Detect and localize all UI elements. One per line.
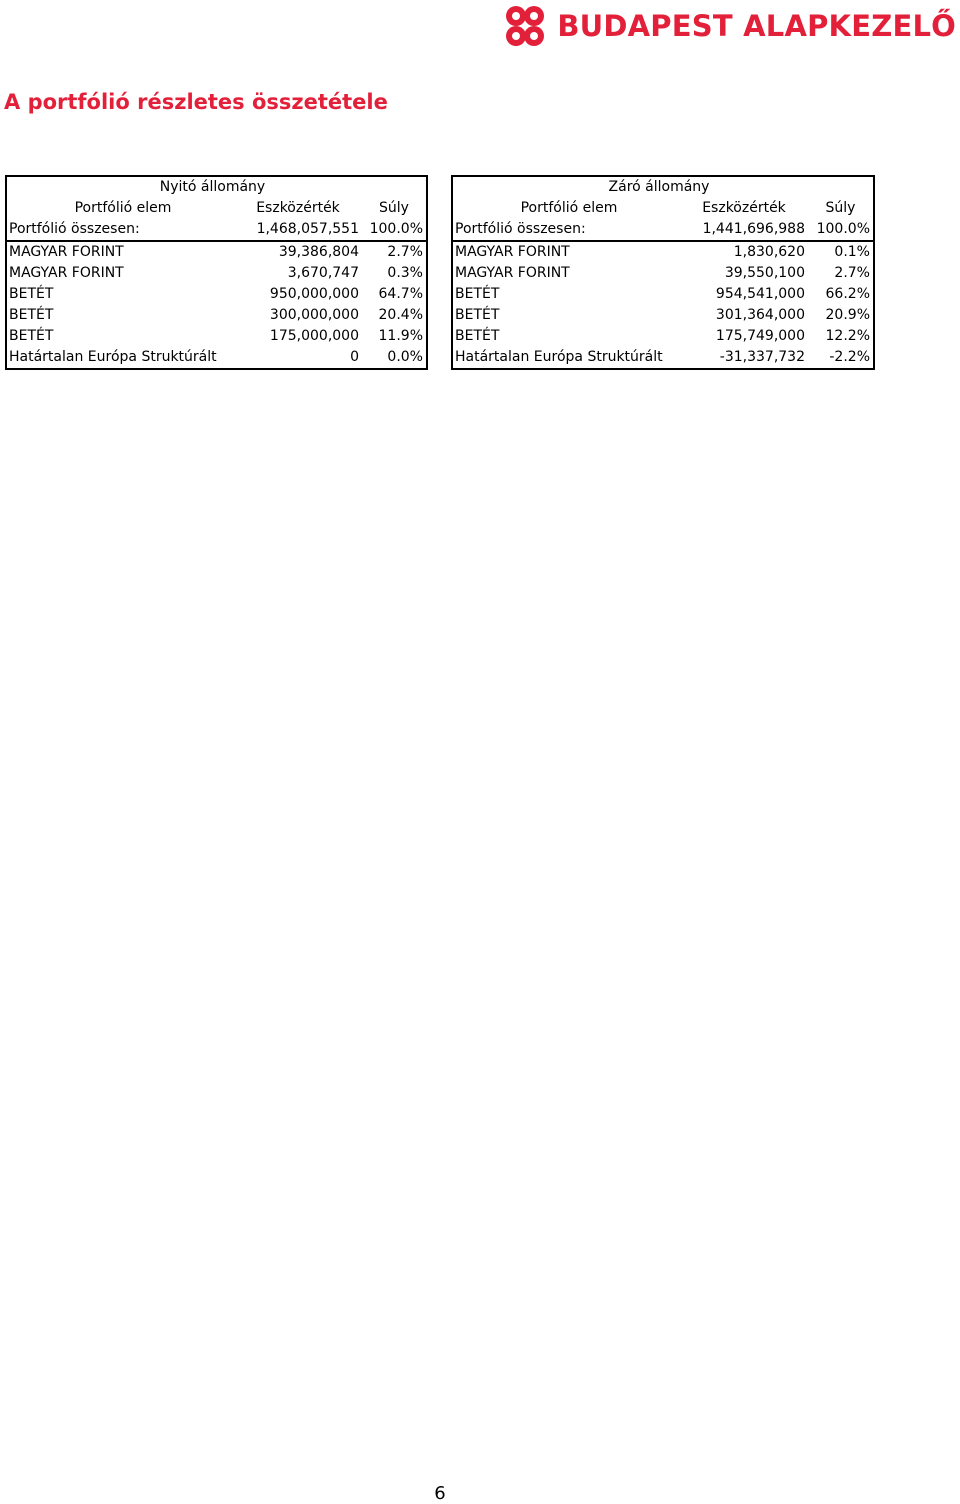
table-row	[7, 263, 426, 284]
column-header-item: Portfólió elem	[74, 200, 172, 216]
column-header-value: Eszközérték	[702, 200, 786, 216]
table-row	[453, 284, 873, 305]
table-row	[7, 326, 426, 347]
item-value: 300,000,000	[269, 307, 359, 323]
item-weight: 20.9%	[825, 307, 870, 323]
item-value: 175,000,000	[269, 328, 359, 344]
table-row	[453, 326, 873, 347]
page-title: A portfólió részletes összetétele	[4, 90, 388, 114]
table-row	[453, 347, 873, 368]
item-weight: 0.3%	[387, 265, 423, 281]
brand-logo	[501, 4, 956, 48]
item-weight: 20.4%	[378, 307, 423, 323]
item-value: 954,541,000	[715, 286, 805, 302]
item-value: 301,364,000	[715, 307, 805, 323]
item-value: 39,550,100	[724, 265, 805, 281]
table-row	[7, 305, 426, 326]
item-label: BETÉT	[9, 286, 54, 302]
item-label: BETÉT	[455, 307, 500, 323]
table-row	[7, 242, 426, 263]
item-label: MAGYAR FORINT	[9, 244, 124, 260]
item-value: 0	[350, 349, 359, 365]
total-value: 1,441,696,988	[702, 221, 805, 237]
column-header-weight: Súly	[379, 200, 409, 216]
table-caption	[453, 177, 873, 198]
item-value: 39,386,804	[278, 244, 359, 260]
item-weight: 0.1%	[834, 244, 870, 260]
table-row	[453, 263, 873, 284]
table-caption	[7, 177, 426, 198]
table-caption-text: Záró állomány	[608, 179, 710, 195]
item-label: BETÉT	[9, 328, 54, 344]
page-number: 6	[434, 1483, 446, 1504]
table-header-row	[7, 198, 426, 219]
item-weight: 11.9%	[378, 328, 423, 344]
total-row	[453, 219, 873, 242]
item-label: BETÉT	[455, 328, 500, 344]
opening-portfolio-table	[5, 175, 428, 370]
table-row	[7, 284, 426, 305]
item-weight: 2.7%	[834, 265, 870, 281]
item-label: MAGYAR FORINT	[455, 265, 570, 281]
item-label: MAGYAR FORINT	[455, 244, 570, 260]
closing-portfolio-table	[451, 175, 875, 370]
item-label: Határtalan Európa Struktúrált	[9, 349, 217, 365]
total-label: Portfólió összesen:	[455, 221, 586, 237]
item-weight: 12.2%	[825, 328, 870, 344]
total-label: Portfólió összesen:	[9, 221, 140, 237]
item-weight: 64.7%	[378, 286, 423, 302]
column-header-weight: Súly	[825, 200, 856, 216]
table-header-row	[453, 198, 873, 219]
total-weight: 100.0%	[369, 221, 423, 237]
brand-name: BUDAPEST ALAPKEZELŐ	[557, 9, 956, 43]
total-weight: 100.0%	[816, 221, 870, 237]
item-label: MAGYAR FORINT	[9, 265, 124, 281]
table-row	[453, 242, 873, 263]
item-label: Határtalan Európa Struktúrált	[455, 349, 663, 365]
table-row	[7, 347, 426, 368]
total-value: 1,468,057,551	[256, 221, 359, 237]
total-row	[7, 219, 426, 242]
item-value: -31,337,732	[719, 349, 805, 365]
item-weight: 0.0%	[387, 349, 423, 365]
item-value: 1,830,620	[733, 244, 805, 260]
column-header-item: Portfólió elem	[520, 200, 618, 216]
table-caption-text: Nyitó állomány	[159, 179, 266, 195]
item-weight: 2.7%	[387, 244, 423, 260]
item-label: BETÉT	[455, 286, 500, 302]
item-weight: -2.2%	[829, 349, 870, 365]
item-value: 950,000,000	[269, 286, 359, 302]
column-header-value: Eszközérték	[256, 200, 340, 216]
item-value: 175,749,000	[715, 328, 805, 344]
item-value: 3,670,747	[287, 265, 359, 281]
budapest-flower-logo-icon	[501, 4, 549, 48]
item-label: BETÉT	[9, 307, 54, 323]
table-row	[453, 305, 873, 326]
item-weight: 66.2%	[825, 286, 870, 302]
